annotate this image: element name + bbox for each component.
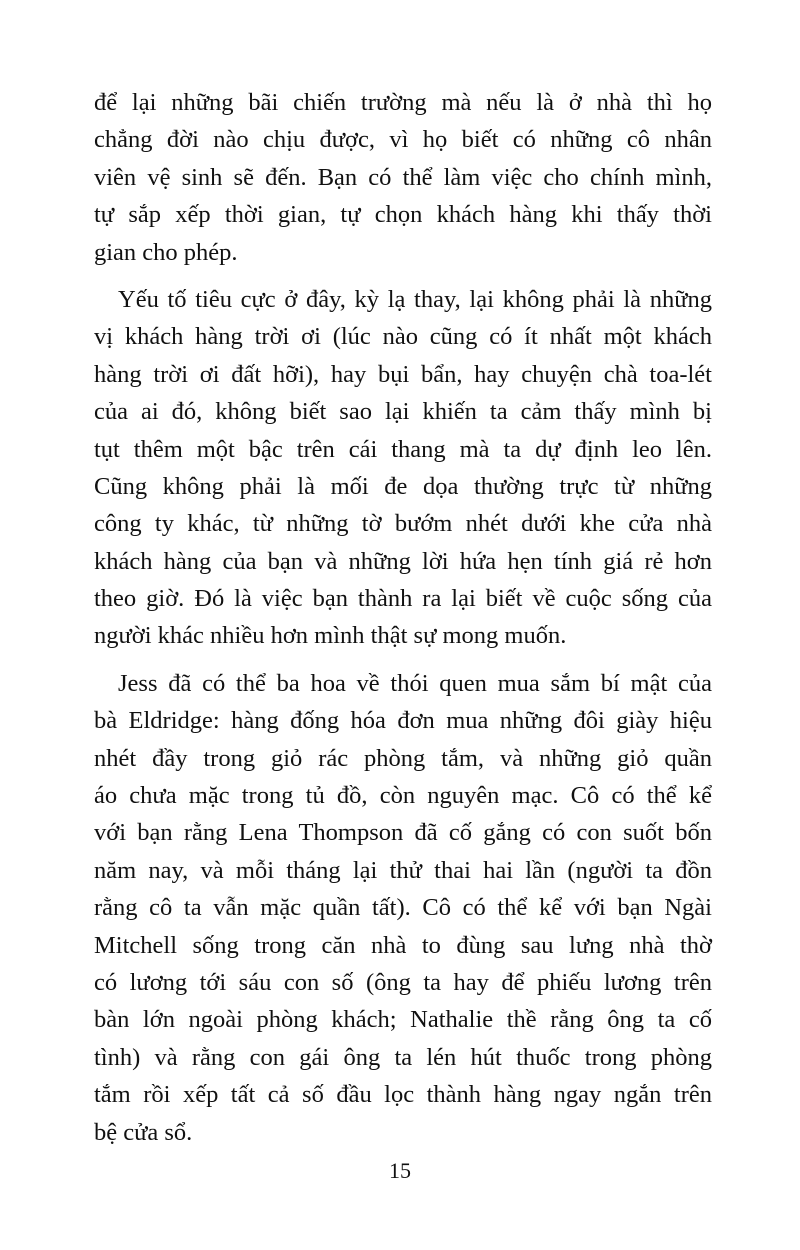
- text-line: hàng trời ơi đất hỡi), hay bụi bẩn, hay chuyện chà toa-lét: [94, 360, 712, 388]
- paragraph-1: [94, 84, 712, 271]
- text-line: khách hàng của bạn và những lời hứa hẹn tính giá rẻ hơn: [94, 547, 712, 575]
- text-line: để lại những bãi chiến trường mà nếu là ở nhà thì họ: [94, 89, 712, 116]
- text-line: viên vệ sinh sẽ đến. Bạn có thể làm việc cho chính mình,: [94, 163, 712, 191]
- paragraph-3: [94, 665, 712, 1151]
- text-line: tụt thêm một bậc trên cái thang mà ta dự định leo lên.: [94, 435, 712, 463]
- text-line: Jess đã có thể ba hoa về thói quen mua sắm bí mật của: [118, 669, 712, 697]
- text-line: rằng cô ta vẫn mặc quần tất). Cô có thể kể với bạn Ngài: [94, 894, 712, 922]
- text-line: Mitchell sống trong căn nhà to đùng sau lưng nhà thờ: [94, 931, 712, 959]
- text-line: tình) và rằng con gái ông ta lén hút thuốc trong phòng: [94, 1043, 712, 1071]
- text-line: bệ cửa sổ.: [94, 1118, 193, 1146]
- page-number: 15: [389, 1158, 411, 1183]
- paragraph-2: [94, 281, 712, 655]
- text-line: có lương tới sáu con số (ông ta hay để phiếu lương trên: [94, 968, 712, 996]
- text-line: Cũng không phải là mối đe dọa thường trực từ những: [94, 472, 712, 500]
- text-line: tắm rồi xếp tất cả số đầu lọc thành hàng ngay ngắn trên: [94, 1081, 712, 1109]
- text-line: theo giờ. Đó là việc bạn thành ra lại biết về cuộc sống của: [94, 585, 712, 613]
- book-page-body: [94, 84, 712, 1161]
- text-line: chẳng đời nào chịu được, vì họ biết có những cô nhân: [94, 126, 712, 154]
- text-line: công ty khác, từ những tờ bướm nhét dưới khe cửa nhà: [94, 510, 712, 538]
- text-line: Yếu tố tiêu cực ở đây, kỳ lạ thay, lại không phải là những: [118, 285, 712, 313]
- text-line: tự sắp xếp thời gian, tự chọn khách hàng khi thấy thời: [94, 201, 712, 229]
- text-line: gian cho phép.: [94, 238, 238, 266]
- text-line: với bạn rằng Lena Thompson đã cố gắng có con suốt bốn: [94, 819, 712, 847]
- text-line: vị khách hàng trời ơi (lúc nào cũng có ít nhất một khách: [94, 323, 712, 351]
- text-line: nhét đầy trong giỏ rác phòng tắm, và những giỏ quần: [94, 744, 712, 772]
- text-line: bàn lớn ngoài phòng khách; Nathalie thề rằng ông ta cố: [94, 1006, 712, 1034]
- text-line: người khác nhiều hơn mình thật sự mong muốn.: [94, 622, 567, 650]
- text-line: áo chưa mặc trong tủ đồ, còn nguyên mạc. Cô có thể kể: [94, 782, 712, 810]
- text-line: năm nay, và mỗi tháng lại thử thai hai lần (người ta đồn: [94, 856, 712, 884]
- text-line: của ai đó, không biết sao lại khiến ta cảm thấy mình bị: [94, 398, 712, 426]
- text-line: bà Eldridge: hàng đống hóa đơn mua những đôi giày hiệu: [94, 707, 712, 735]
